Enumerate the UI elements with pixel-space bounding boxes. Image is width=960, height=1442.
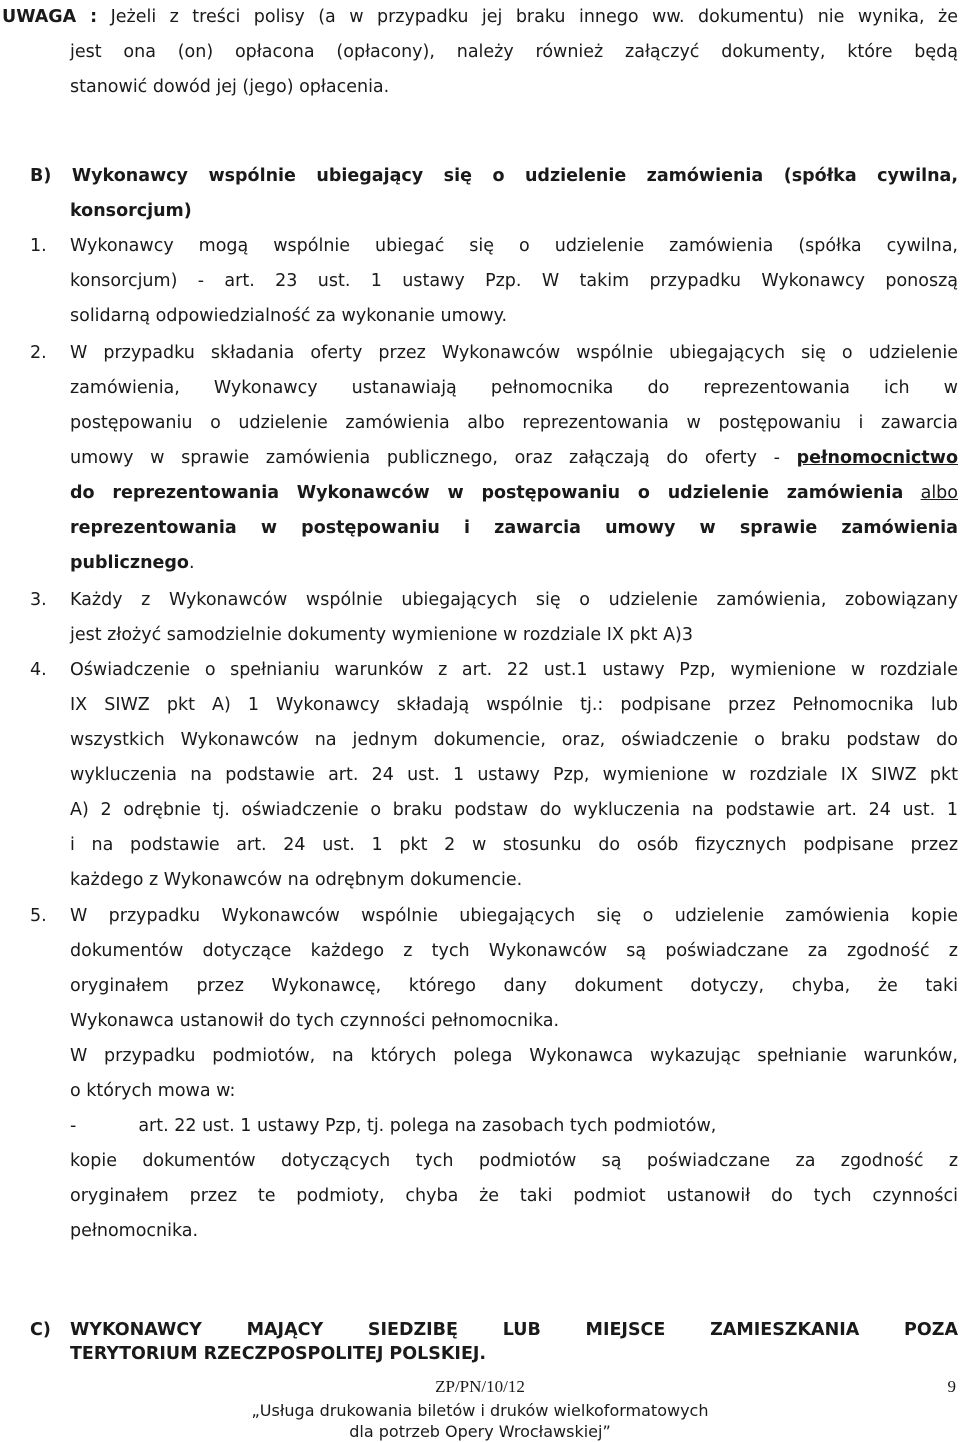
warning-line-1: UWAGA : Jeżeli z treści polisy (a w przypadku jej braku innego ww. dokumentu) nie wynika, że xyxy=(2,7,958,27)
warning-line-2: jest ona (on) opłacona (opłacony), należy również załączyć dokumenty, które będą xyxy=(70,42,958,62)
point-4-text: Oświadczenie o spełnianiu warunków z art. 22 ust.1 ustawy Pzp, wymienione w rozdziale IX SIWZ pkt A) 1 Wykonawcy składają wspólnie tj.: podpisane przez Pełnomocnika lub wszystkich Wykonawców na jednym dokumencie, oraz, oświadczenie o braku podstaw do wykluczenia na podstawie art. 24 ust. 1 ustawy Pzp, wymienione w rozdziale IX SIWZ pkt A) 2 odrębnie tj. oświadczenie o braku podstaw do wykluczenia na podstawie art. 24 ust. 1 i na podstawie art. 24 ust. 1 pkt 2 w stosunku do osób fizycznych podpisane przez każdego z Wykonawców na odrębnym dokumencie. xyxy=(70,660,958,890)
point-3-text: Każdy z Wykonawców wspólnie ubiegających się o udzielenie zamówienia, zobowiązany jest złożyć samodzielnie dokumenty wymienione w rozdziale IX pkt A)3 xyxy=(70,590,958,645)
point-5-dash-item: - art. 22 ust. 1 ustawy Pzp, tj. polega na zasobach tych podmiotów, xyxy=(70,1116,717,1136)
point-1-text: Wykonawcy mogą wspólnie ubiegać się o udzielenie zamówienia (spółka cywilna, konsorcjum) - art. 23 ust. 1 ustawy Pzp. W takim przypadku Wykonawcy ponoszą solidarną odpowiedzialność za wykonanie umowy. xyxy=(70,236,958,326)
point-1-number: 1. xyxy=(30,236,47,256)
warning-label: UWAGA : xyxy=(2,7,98,27)
section-c-label: C) xyxy=(30,1320,51,1340)
section-c-heading: WYKONAWCY MAJĄCY SIEDZIBĘ LUB MIEJSCE ZAMIESZKANIA POZA TERYTORIUM RZECZPOSPOLITEJ POLSKIEJ. xyxy=(70,1320,958,1364)
point-4-number: 4. xyxy=(30,660,47,680)
warning-note xyxy=(2,0,958,105)
point-5-text: W przypadku Wykonawców wspólnie ubiegających się o udzielenie zamówienia kopie dokumentów dotyczące każdego z tych Wykonawców są poświadczane za zgodność z oryginałem przez Wykonawcę, którego dany dokument dotyczy, chyba, że taki Wykonawca ustanowił do tych czynności pełnomocnika. W przypadku podmiotów, na których polega Wykonawca wykazując spełnianie warunków, o których mowa w: - art. 22 ust. 1 ustawy Pzp, tj. polega na zasobach tych podmiotów, kopie dokumentów dotyczących tych podmiotów są poświadczane za zgodność z oryginałem przez te podmioty, chyba że taki podmiot ustanowił do tych czynności pełnomocnika. xyxy=(70,906,958,1241)
point-2-text: W przypadku składania oferty przez Wykonawców wspólnie ubiegających się o udzielenie zamówienia, Wykonawcy ustanawiają pełnomocnika do reprezentowania ich w postępowaniu o udzielenie zamówienia albo reprezentowania w postępowaniu i zawarcia umowy w sprawie zamówienia publicznego, oraz załączają do oferty - pełnomocnictwo do reprezentowania Wykonawców w postępowaniu o udzielenie zamówienia albo reprezentowania w postępowaniu i zawarcia umowy w sprawie zamówienia publicznego. xyxy=(70,343,958,573)
page-number: 9 xyxy=(947,1377,956,1396)
power-of-attorney-term: pełnomocnictwo xyxy=(796,448,958,468)
footer-title: „Usługa drukowania biletów i druków wielkoformatowych dla potrzeb Opery Wrocławskiej” xyxy=(251,1401,709,1441)
point-3-number: 3. xyxy=(30,590,47,610)
footer-reference: ZP/PN/10/12 xyxy=(435,1377,525,1396)
point-2-number: 2. xyxy=(30,343,47,363)
point-5-number: 5. xyxy=(30,906,47,926)
warning-line-3: stanowić dowód jej (jego) opłacenia. xyxy=(70,77,390,97)
section-b-heading: B) Wykonawcy wspólnie ubiegający się o udzielenie zamówienia (spółka cywilna, konsorcjum) xyxy=(30,166,958,221)
